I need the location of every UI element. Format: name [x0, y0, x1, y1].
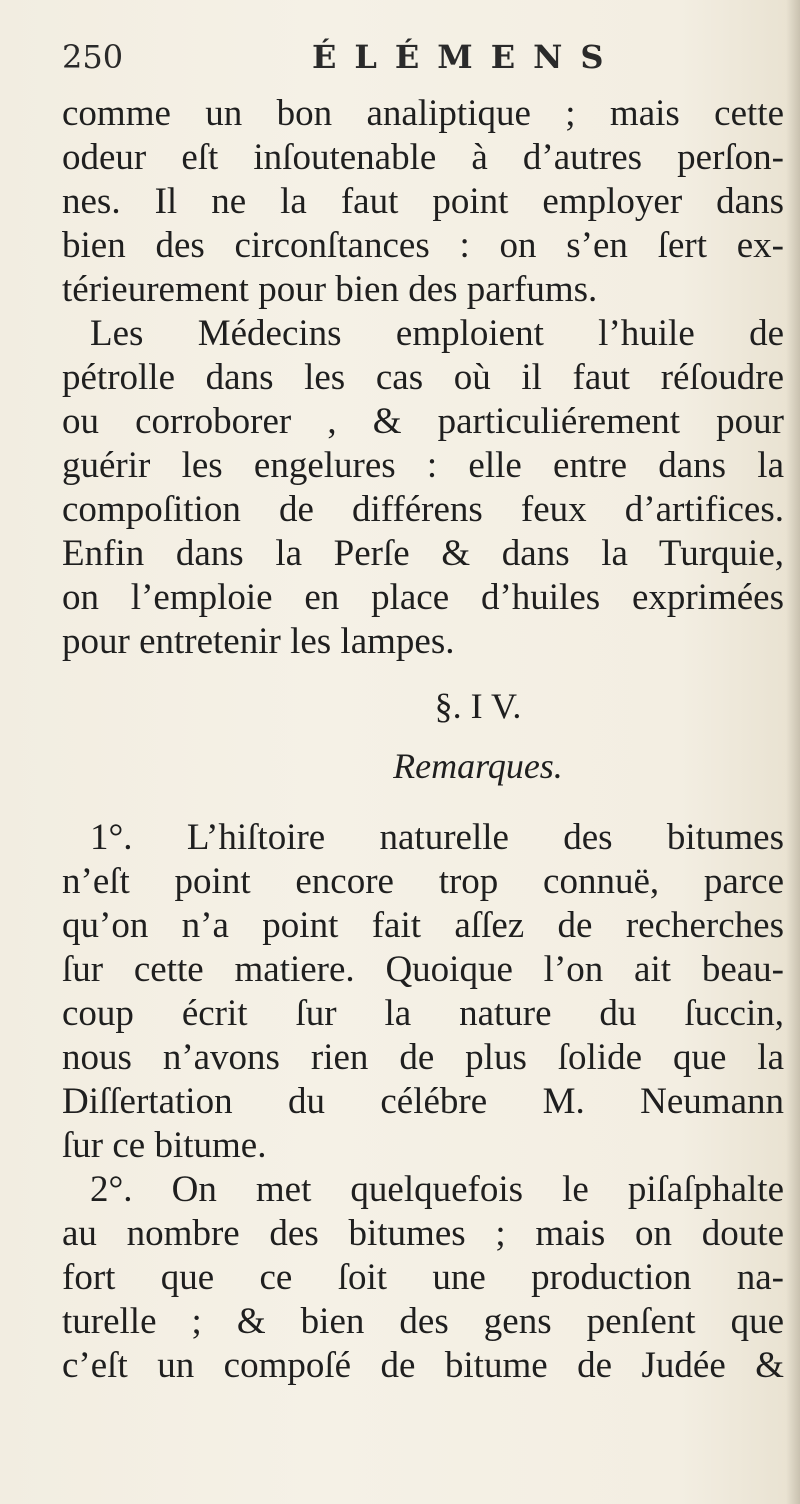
- text-line: Les Médecins emploient l’huile de: [90, 313, 784, 354]
- text-line: fort que ce ſoit une production na-: [62, 1257, 784, 1298]
- text-line: ſur ce bitume.: [62, 1125, 267, 1166]
- paragraph-3: [62, 816, 784, 1168]
- text-line: 2°. On met quelquefois le piſaſphalte: [90, 1169, 784, 1210]
- text-line: odeur eſt inſoutenable à d’autres perſon-: [62, 137, 784, 178]
- body-text: [62, 92, 784, 1388]
- text-line: coup écrit ſur la nature du ſuccin,: [62, 993, 784, 1034]
- text-line: comme un bon analiptique ; mais cette: [62, 93, 784, 134]
- text-line: Enfin dans la Perſe & dans la Turquie,: [62, 533, 784, 574]
- text-line: on l’emploie en place d’huiles exprimées: [62, 577, 784, 618]
- text-line: térieurement pour bien des parfums.: [62, 269, 598, 310]
- text-line: nous n’avons rien de plus ſolide que la: [62, 1037, 784, 1078]
- text-line: ou corroborer , & particuliérement pour: [62, 401, 784, 442]
- text-line: ſur cette matiere. Quoique l’on ait beau-: [62, 949, 784, 990]
- paragraph-2: [62, 312, 784, 664]
- text-line: pour entretenir les lampes.: [62, 621, 455, 662]
- running-title: ÉLÉMENS: [312, 38, 622, 76]
- text-line: au nombre des bitumes ; mais on doute: [62, 1213, 784, 1254]
- text-line: n’eſt point encore trop connuë, parce: [62, 861, 784, 902]
- section-subheading: Remarques.: [393, 746, 563, 786]
- text-line: compoſition de différens feux d’artifices.: [62, 489, 784, 530]
- text-line: 1°. L’hiſtoire naturelle des bitumes: [90, 817, 784, 858]
- text-line: Diſſertation du célébre M. Neumann: [62, 1081, 784, 1122]
- text-line: turelle ; & bien des gens penſent que: [62, 1301, 784, 1342]
- paragraph-1: [62, 92, 784, 312]
- paragraph-4: [62, 1168, 784, 1388]
- text-line: qu’on n’a point fait aſſez de recherches: [62, 905, 784, 946]
- running-head: [62, 38, 762, 88]
- text-line: guérir les engelures : elle entre dans la: [62, 445, 784, 486]
- text-line: nes. Il ne la faut point employer dans: [62, 181, 784, 222]
- page-edge-shadow: [786, 0, 800, 1504]
- text-line: bien des circonſtances : on s’en ſert ex-: [62, 225, 784, 266]
- section-heading: §. I V.: [434, 686, 522, 726]
- page-number: 250: [62, 38, 124, 76]
- text-line: pétrolle dans les cas où il faut réſoudre: [62, 357, 784, 398]
- text-line: c’eſt un compoſé de bitume de Judée &: [62, 1345, 784, 1386]
